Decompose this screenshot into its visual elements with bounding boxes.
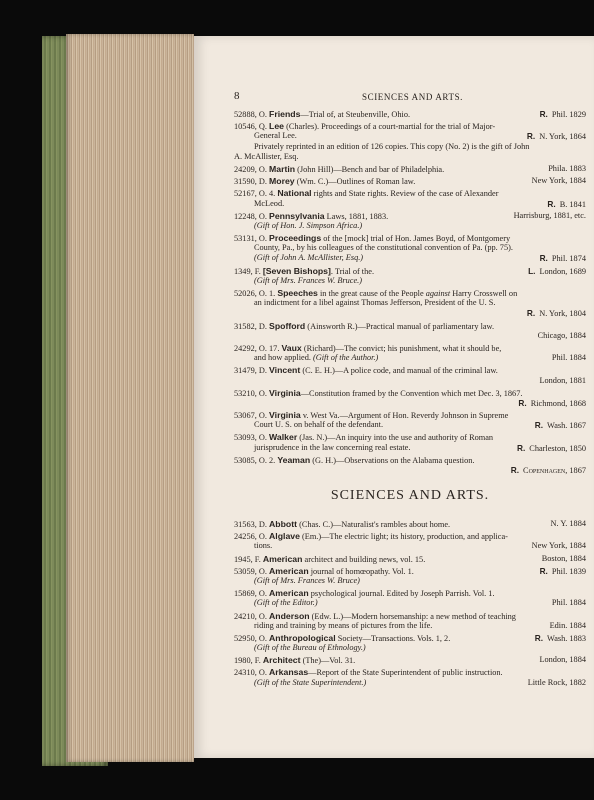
entry-text: an indictment for a libel against Thomas Jefferson, President of the U. S. [254, 298, 496, 308]
shelf-mark: R. [526, 131, 536, 142]
entry-line [234, 243, 586, 253]
entry-note: (Gift of Mrs. Frances W. Bruce.) [254, 275, 362, 285]
entry-line [234, 611, 586, 621]
catalog-entry [234, 667, 586, 687]
entry-text: 52026, O. 1. [234, 289, 278, 298]
entry-imprint [542, 554, 586, 564]
entry-line [234, 321, 586, 331]
entry-text: psychological journal. Edited by Joseph Parrish. Vol. 1. [308, 589, 495, 599]
shelf-mark: R. [510, 465, 520, 475]
catalog-entry [234, 365, 586, 385]
entry-text: in the great cause of the People [317, 289, 426, 298]
imprint-place-date: N. York, 1804 [539, 309, 586, 319]
entry-text: A. McAllister, Esq. [234, 151, 299, 161]
entry-line [234, 253, 586, 263]
shelf-mark: L. [528, 265, 536, 276]
imprint-place-date: N. Y. 1884 [550, 519, 586, 528]
entry-imprint [540, 109, 586, 120]
entry-line [234, 432, 586, 442]
entry-text: 1945, F. [234, 554, 263, 564]
shelf-mark: R. [547, 198, 556, 209]
entry-text: 15869, O. [234, 589, 270, 599]
entry-line [234, 443, 586, 453]
entry-text: Privately reprinted in an edition of 126 copies. This copy (No. 2) is the gift of John [254, 141, 530, 151]
entry-line [234, 353, 586, 363]
entry-text: 53131, O. [234, 234, 270, 244]
entry-note: (Gift of John A. McAllister, Esq.) [254, 253, 364, 263]
entry-line [234, 519, 586, 529]
entry-text: 52167, O. 4. [234, 189, 278, 199]
entry-text: rights and State rights. Review of the case of Alexander [311, 189, 499, 199]
entry-imprint [552, 598, 586, 608]
entry-line [234, 678, 586, 688]
entry-text: 1980, F. [234, 656, 263, 666]
shelf-mark: R. [516, 442, 526, 453]
entry-line [234, 365, 586, 375]
entry-text: 24292, O. 17. [234, 343, 282, 353]
entry-imprint [547, 199, 586, 210]
entry-note: (Gift of the Author.) [313, 353, 379, 363]
catalog-entry [234, 188, 586, 208]
entry-text: . Trial of the. [330, 266, 375, 276]
entry-imprint [527, 308, 586, 319]
catalog-entries-law [234, 109, 586, 477]
imprint-place-date: Phil. 1884 [551, 353, 586, 363]
entry-heading: Martin [269, 163, 296, 174]
entry-heading: Walker [269, 432, 298, 443]
imprint-place-date: Little Rock, 1882 [527, 677, 586, 687]
entry-text: tions. [254, 541, 273, 551]
imprint-place-date: Wash. 1883 [547, 633, 586, 643]
entry-heading: Speeches [277, 288, 318, 298]
entry-heading: Arkansas [269, 667, 309, 678]
entry-imprint [517, 443, 586, 454]
entry-text: of the [mock] trial of Hon. James Boyd, of Montgomery [321, 234, 511, 244]
imprint-place-date: Wash. 1867 [547, 421, 586, 431]
entry-line [234, 121, 586, 131]
entry-text: Society—Transactions. Vols. 1, 2. [335, 633, 451, 643]
entry-note: (Gift of Mrs. Frances W. Bruce) [254, 575, 360, 585]
entry-heading: Anderson [269, 610, 310, 621]
entry-text: 53067, O. [234, 411, 270, 421]
catalog-entry [234, 266, 586, 286]
imprint-place-date: B. 1841 [559, 199, 586, 209]
entry-text: (John Hill)—Bench and bar of Philadelphia. [295, 164, 445, 174]
catalog-entry [234, 410, 586, 430]
entry-line [234, 221, 586, 231]
catalog-entry [234, 554, 586, 564]
imprint-place-date: Chicago, 1884 [537, 330, 586, 340]
catalog-entry [234, 633, 586, 653]
entry-text: Laws, 1881, 1883. [324, 211, 389, 221]
entry-heading: Architect [262, 655, 301, 666]
catalog-entry [234, 588, 586, 608]
entry-imprint [539, 376, 586, 386]
entry-line [234, 621, 586, 631]
entry-heading: Pennsylvania [269, 210, 325, 221]
imprint-place-date: London, 1884 [539, 655, 586, 665]
entry-line [234, 566, 586, 576]
entry-text: Court U. S. on behalf of the defendant. [254, 420, 384, 430]
entry-text: 12248, O. [234, 211, 270, 221]
entry-line [234, 331, 586, 341]
entry-imprint [511, 465, 586, 476]
imprint-place-date: Charleston, 1850 [529, 443, 586, 453]
imprint-place-date: New York, 1884 [531, 176, 586, 186]
imprint-place-date: Phila. 1883 [548, 163, 586, 173]
shelf-mark: R. [539, 253, 548, 264]
entry-line [234, 176, 586, 186]
entry-text: 53059, O. [234, 566, 270, 576]
entry-text: 53210, O. [234, 388, 270, 398]
entry-note: (Gift of Hon. J. Simpson Africa.) [254, 220, 363, 230]
entry-line [234, 576, 586, 586]
catalog-entry [234, 566, 586, 586]
shelf-mark: R. [518, 397, 527, 408]
catalog-entry [234, 455, 586, 475]
entry-text: —Constitution framed by the Convention which met Dec. 3, 1867. [300, 388, 523, 398]
entry-text: 52888, O. [234, 110, 270, 119]
entry-line [234, 164, 586, 174]
catalog-entries-sciences [234, 519, 586, 690]
entry-note: (Gift of the Bureau of Ethnology.) [254, 643, 366, 653]
entry-line [234, 199, 586, 209]
entry-text: (Wm. C.)—Outlines of Roman law. [294, 177, 416, 187]
entry-line [234, 398, 586, 408]
shelf-mark: R. [534, 420, 544, 431]
entry-note: against [425, 289, 451, 298]
entry-line [234, 531, 586, 541]
entry-line [234, 643, 586, 653]
entry-line [234, 655, 586, 665]
entry-line [234, 276, 586, 286]
entry-imprint [539, 655, 586, 665]
entry-text: and how applied. [254, 353, 313, 363]
entry-line [234, 667, 586, 677]
imprint-place-date: Copenhagen, 1867 [523, 466, 586, 475]
entry-heading: Vaux [281, 342, 302, 353]
entry-imprint [551, 519, 587, 529]
entry-text: 24209, O. [234, 164, 270, 174]
entry-text: 31582, D. [234, 321, 270, 331]
entry-heading: Morey [269, 176, 295, 187]
entry-text: 1349, F. [234, 266, 263, 276]
entry-text: —Report of the State Superintendent of public instruction. [308, 668, 503, 678]
entry-text: (Richard)—The convict; his punishment, what it should be, [301, 343, 502, 353]
entry-text: (Chas. C.)—Naturalist's rambles about home. [297, 520, 451, 529]
entry-line [234, 554, 586, 564]
entry-line [234, 388, 586, 398]
imprint-place-date: N. York, 1864 [539, 132, 586, 142]
catalog-entry [234, 164, 586, 174]
shelf-mark: R. [526, 308, 536, 319]
entry-imprint [538, 331, 586, 341]
imprint-place-date: Harrisburg, 1881, etc. [513, 210, 586, 220]
catalog-entry [234, 176, 586, 186]
entry-line [234, 142, 586, 152]
imprint-place-date: Richmond, 1868 [530, 398, 586, 408]
entry-line [234, 598, 586, 608]
entry-line [234, 455, 586, 465]
entry-imprint [535, 420, 586, 431]
entry-text: 24310, O. [234, 668, 270, 678]
catalog-entry [234, 343, 586, 363]
imprint-place-date: Boston, 1884 [541, 553, 586, 563]
entry-text: 53093, O. [234, 433, 270, 443]
entry-line [234, 420, 586, 430]
section-heading: SCIENCES AND ARTS. [330, 488, 490, 503]
entry-text: (Jas. N.)—An inquiry into the use and authority of Roman [297, 433, 494, 443]
catalog-entry [234, 321, 586, 341]
running-title: SCIENCES AND ARTS. [362, 92, 464, 102]
entry-line [234, 152, 586, 162]
entry-heading: Proceedings [269, 233, 322, 244]
catalog-entry [234, 121, 586, 162]
catalog-entry [234, 388, 586, 408]
entry-line [234, 188, 586, 198]
entry-note: (Gift of the State Superintendent.) [254, 677, 367, 687]
entry-line [234, 633, 586, 643]
entry-line [234, 131, 586, 141]
entry-text: journal of homœopathy. Vol. 1. [308, 566, 414, 576]
entry-imprint [532, 541, 586, 551]
entry-text: (Edw. L.)—Modern horsemanship: a new method of teaching [309, 611, 516, 621]
imprint-place-date: London, 1881 [539, 375, 586, 385]
catalog-entry [234, 211, 586, 231]
imprint-place-date: Phil. 1839 [551, 566, 586, 576]
entry-line [234, 109, 586, 119]
entry-text: architect and building news, vol. 15. [302, 554, 426, 564]
catalog-entry [234, 109, 586, 119]
imprint-place-date: New York, 1884 [531, 541, 586, 551]
entry-imprint [514, 211, 586, 221]
entry-text: riding and training by means of pictures from the life. [254, 620, 433, 630]
imprint-place-date: Phil. 1829 [551, 110, 586, 119]
entry-text: (C. E. H.)—A police code, and manual of the criminal law. [300, 366, 498, 376]
entry-heading: [Seven Bishops] [262, 265, 331, 276]
entry-heading: American [262, 553, 303, 564]
entry-text: (The)—Vol. 31. [300, 656, 356, 666]
entry-imprint [518, 398, 586, 409]
entry-heading: Anthropological [269, 632, 336, 643]
entry-line [234, 465, 586, 475]
entry-heading: Spofford [269, 320, 306, 331]
entry-imprint [550, 621, 586, 631]
entry-text: (Ainsworth R.)—Practical manual of parliamentary law. [305, 321, 495, 331]
entry-text: jurisprudence in the law concerning real estate. [254, 442, 411, 452]
shelf-mark: R. [539, 109, 548, 119]
shelf-mark: R. [539, 565, 548, 576]
entry-heading: Abbott [269, 519, 298, 529]
entry-line [234, 588, 586, 598]
entry-text: —Trial of, at Steubenville, Ohio. [300, 110, 411, 119]
entry-heading: American [269, 588, 309, 599]
entry-line [234, 266, 586, 276]
catalog-entry [234, 233, 586, 264]
entry-text: County, Pa., by his colleagues of the constitutional convention of Pa. (pp. 75). [254, 243, 513, 253]
entry-imprint [528, 678, 586, 688]
entry-heading: Virginia [269, 410, 301, 421]
catalog-entry [234, 519, 586, 529]
entry-imprint [540, 253, 586, 264]
entry-line [234, 288, 586, 298]
catalog-entry [234, 288, 586, 319]
shelf-mark: R. [534, 632, 544, 643]
entry-imprint [532, 176, 586, 186]
entry-heading: Friends [269, 109, 301, 119]
entry-text: 31479, D. [234, 366, 270, 376]
page-number: 8 [234, 90, 240, 102]
entry-heading: American [269, 565, 309, 576]
imprint-place-date: Phil. 1884 [551, 598, 586, 608]
entry-line [234, 410, 586, 420]
entry-note: (Gift of the Editor.) [254, 598, 318, 608]
entry-imprint [552, 353, 586, 363]
entry-text: Harry Crosswell on [450, 289, 518, 298]
entry-line [234, 343, 586, 353]
entry-line [234, 308, 586, 318]
entry-text: (G. H.)—Observations on the Alabama question. [310, 455, 475, 465]
running-header [234, 91, 589, 103]
entry-text: 52950, O. [234, 633, 270, 643]
imprint-place-date: London, 1689 [539, 266, 586, 276]
entry-line [234, 233, 586, 243]
entry-heading: Virginia [269, 387, 301, 398]
entry-text: 10546, Q. [234, 122, 270, 132]
imprint-place-date: Edin. 1884 [549, 620, 586, 630]
entry-text: General Lee. [254, 131, 297, 141]
catalog-entry [234, 531, 586, 551]
imprint-place-date: Phil. 1874 [551, 254, 586, 264]
entry-imprint [548, 164, 586, 174]
entry-heading: Lee [269, 121, 285, 132]
entry-text: (Charles). Proceedings of a court-martial for the trial of Major- [284, 122, 496, 132]
entry-heading: Alglave [269, 531, 300, 542]
catalog-entry [234, 611, 586, 631]
entry-text: v. West Va.—Argument of Hon. Reverdy Johnson in Supreme [300, 411, 509, 421]
entry-heading: Vincent [269, 365, 301, 376]
entry-heading: National [277, 188, 312, 199]
entry-heading: Yeaman [277, 454, 311, 465]
entry-text: 53085, O. 2. [234, 455, 278, 465]
entry-text: (Em.)—The electric light; its history, production, and applica- [299, 532, 508, 542]
entry-line [234, 541, 586, 551]
entry-text: McLeod. [254, 198, 285, 208]
entry-text: 31563, D. [234, 520, 270, 529]
page-edges [66, 34, 194, 762]
book-page [194, 36, 594, 758]
entry-line [234, 376, 586, 386]
catalog-entry [234, 432, 586, 452]
entry-line [234, 211, 586, 221]
entry-text: 24256, O. [234, 532, 270, 542]
entry-text: 24210, O. [234, 611, 270, 621]
entry-text: 31590, D. [234, 177, 270, 187]
entry-line [234, 298, 586, 308]
catalog-entry [234, 655, 586, 665]
